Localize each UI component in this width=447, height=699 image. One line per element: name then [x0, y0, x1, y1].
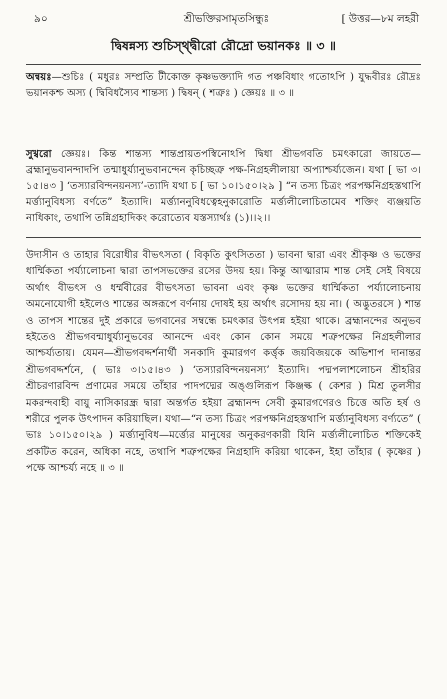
verse-line: দ্বিষন্নস্য শুচিস্থ্দ্বীরো রৌদ্রো ভয়ানকঃ ॥ ৩ ॥ [111, 38, 336, 53]
translation-paragraph [26, 248, 421, 478]
anvaya-text: —শুচিঃ ( মধুরঃ সম্প্রতি টীকোক্ত কৃষ্ণভক্ত্যাদি গত পঞ্চবিধাং গতোঽপি ) যুদ্ধবীরঃ রৌদ্রঃ ভয়ানকশ্চ অস্য ( দ্বিবিধস্যৈব শান্তস্য ) দ্বিষন্ ( শত্রুঃ ) জ্ঞেয়ঃ ॥ ৩ ॥ [26, 72, 421, 99]
book-title: শ্রীভক্তিরসামৃতসিন্ধুঃ [183, 13, 270, 25]
commentary-text: জ্ঞেয়ঃ। কিন্ত শান্তস্য শান্তপ্রায়তপস্বিনোঽপি দ্বিধা শ্রীভগবতি চমৎকারো জায়তে—ব্রহ্মানুভবানন্দাদপি তন্মাধুর্য্যানুভবানন্দেন কৃচিচ্ছত্রু পক্ষ-নিগ্রহলীলায়া অপ্যাশ্চর্য্যজেন। যথা [ ভা ৩।১৫।৪৩ ] ‘তস্যারবিন্দনয়নস্য’-ত্যাদি যথা চ [ ভা ১০।১৫০।২৯ ] “ন তস্য চিত্রং পরপক্ষনিগ্রহস্তথাপি মর্ত্ত্যানুবিধস্য বর্ণতে” ইত্যাদি। মর্ত্ত্যাননুবিধত্বেহনুকারোতি মর্ত্ত্যলীলোচিতামেব শক্তিং ব্যঞ্জয়তি নাধিকাং, তথাপি তন্নিগ্রহাদিকং করোত্যেব যস্তস্যার্থঃ (১)।।২।। [26, 149, 421, 224]
section-label: [ উত্তর—৮ম লহরী [341, 13, 419, 25]
divider-top [26, 64, 421, 65]
page-number: ৯০ [34, 13, 48, 25]
commentary-label: সুখ্বরো [26, 148, 52, 160]
translation-text: উদাসীন ও তাহার বিরোধীর বীভৎসতা ( বিকৃতি কুৎসিততা ) ভাবনা দ্বারা এবং শ্রীকৃষ্ণ ও ভক্তের ধার্ম্মিকতা পর্য্যালোচনা দ্বারা তাপসভক্তের রসের উদয় হয়। কিন্তু আত্মারাম শান্ত সেই সেই বিষয়ে অর্থাৎ বীভৎস ও ধর্ম্মবীরের বীভৎসতা ভাবনা এবং কৃষ্ণ ভক্তের ধার্ম্মিকতা পর্য্যালোচনায় অমনোযোগী হইলেও শান্তের অঙ্গরূপে বর্ণনায় দোষই হয় অর্থাৎ রসোদয় হয় না। ( অদ্ভুতরসে ) শান্ত ও তাপস শান্তের দুই প্রকারে ভগবানের সম্বন্ধে চমৎকার উৎপন্ন হইয়া থাকে। ব্রহ্মানন্দের অনুভব হইতেও শ্রীভগবন্মাধুর্য্যানুভবের আনন্দে এবং কোন কোন সময়ে শত্রুপক্ষের নিগ্রহলীলার আশ্চর্য্যতায়। যেমন—শ্রীভগবদ্দর্শনার্থী সনকাদি কুমারগণ কর্ত্তৃক জয়বিজয়কে অভিশাপ দানান্তর শ্রীভগবদ্দর্শনে, ( ভাঃ ৩।১৫।৪৩ ) ‘তস্যারবিন্দনয়নস্য’ ইত্যাদি। পদ্মপলাশলোচন শ্রীহরির শ্রীচরণারবিন্দ প্রণামের সময়ে তাঁহার পাদপদ্মের অঙ্গুলিরূপ কিঞ্জল্ক ( কেশর ) মিশ্র তুলসীর মকরন্দবাহী বায়ু নাসিকারন্ধ্র দ্বারা অন্তর্গত হইয়া ব্রহ্মানন্দ সেবী কুমারগণেরও চিত্তে অতি হর্ষ ও শরীরে পুলক উৎপাদন করিয়াছিল। যথা—“ন তস্য চিত্রং পরপক্ষনিগ্রহস্তথাপি মর্ত্ত্যানুবিধস্য বর্ণ্যতে” ( ভাঃ ১০।১৫০।২৯ ) মর্ত্ত্যানুবিধ—মর্ত্ত্যের মানুষের অনুকরণকারী যিনি মর্ত্ত্যলীলোচিত শক্তিকেই প্রকটিত করেন, অধিকা নহে, তথাপি শত্রুপক্ষের নিগ্রহাদি করিয়া থাকেন, ইহা তাঁহার ( কৃষ্ণের ) পক্ষে আশ্চর্য্য নহে ॥ ৩ ॥ [26, 250, 421, 475]
anvaya-paragraph [26, 69, 421, 102]
running-header [34, 12, 419, 26]
commentary-paragraph [26, 146, 421, 227]
divider-middle [26, 237, 421, 238]
anvaya-label: অন্বয়ঃ [26, 71, 52, 83]
